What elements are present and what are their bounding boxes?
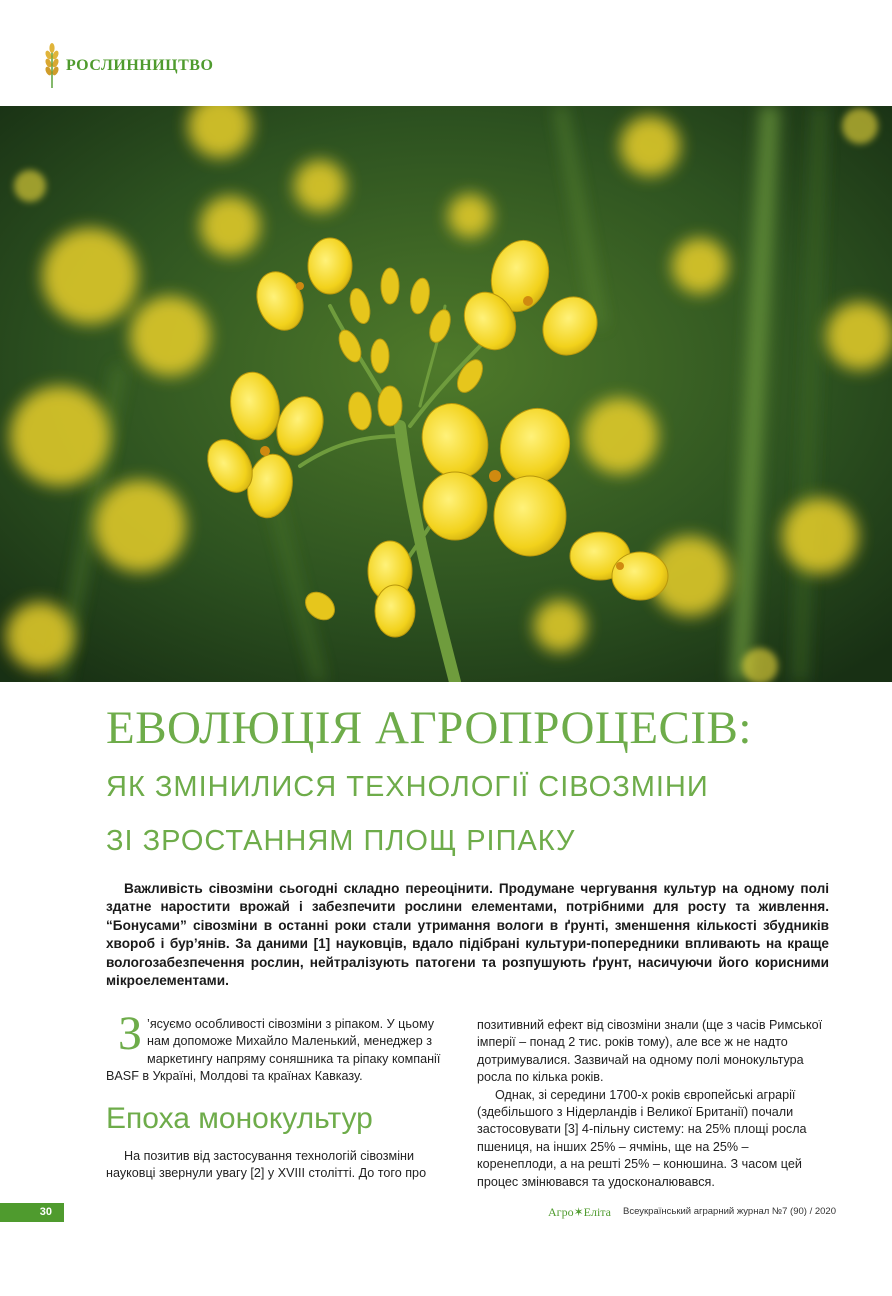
body-paragraph: На позитив від застосування технологій сівозміни науковці звернули увагу [2] у XVIII столітті. До того про [106,1148,427,1181]
intro-paragraph [106,1007,452,1086]
section-subhead: Епоха монокультур [106,1101,373,1135]
brand-logo: Агро✶Еліта [548,1205,612,1219]
left-column [106,1007,452,1182]
article-subtitle-line-2: ЗІ ЗРОСТАННЯМ ПЛОЩ РІПАКУ [106,825,576,857]
rapeseed-flowers-photo [0,106,892,682]
wheat-icon [42,42,62,90]
section-label: РОСЛИННИЦТВО [66,57,214,74]
intro-text: ’ясуємо особливості сівозміни з ріпаком. У цьому нам допоможе Михайло Маленький, менеджер з маркетингу напряму соняшника та ріпаку компанії BASF в Україні, Молдові та країнах Кавказу. [106,1017,441,1084]
article-title: ЕВОЛЮЦІЯ АГРОПРОЦЕСІВ: [106,702,752,754]
dropcap: З [118,1007,143,1060]
body-paragraph-history: Однак, зі середини 1700-х років європейські аграрії (здебільшого з Нідерландів і Великої Британії) почали застосовувати [3] 4-пільну систему: на 25% площі росла пшениця, на інших 25% – ячмінь, ще на 25% – коренеплоди, а на решті 25% – конюшина. З часом цей процес змінювався та удосконалювався. [477,1087,807,1189]
lead-paragraph: Важливість сівозміни сьогодні складно переоцінити. Продумане чергування культур на одному полі здатне наростити врожай і забезпечити рослини елементами, потрібними для росту та живлення. “Бонусами” сівозміни в останні роки стали утримання вологи в ґрунті, зменшення кількості збудників хвороб і бур’янів. За даними [1] науковців, вдало підібрані культури-попередники впливають на краще вологозабезпечення рослин, нейтралізують патогени та розпушують ґрунт, насичуючи його корисними мікроелементами. [106,881,829,989]
section-header [42,42,213,90]
body-paragraph-continued: позитивний ефект від сівозміни знали (ще з часів Римської імперії – понад 2 тис. років тому), але все ж не надто дотримувалися. Зазвичай на одному полі монокультура росла по кілька років. [477,1018,823,1085]
right-column [477,1017,829,1191]
article-subtitle-line-1: ЯК ЗМІНИЛИСЯ ТЕХНОЛОГІЇ СІВОЗМІНИ [106,771,709,803]
journal-info: Всеукраїнський аграрний журнал №7 (90) / 2020 [623,1206,836,1217]
page-number: 30 [0,1203,64,1222]
hero-photo [0,106,892,682]
